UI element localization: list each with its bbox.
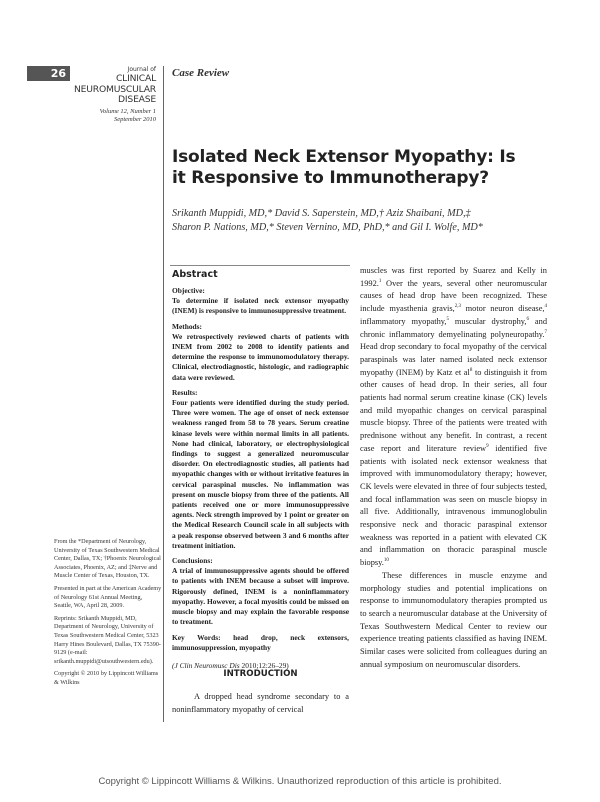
copyright-note: Copyright © 2010 by Lippincott Williams & Wilkins (54, 670, 159, 686)
journal-name-line1: CLINICAL (115, 73, 156, 84)
text: to distinguish it from other causes of head drop. In their series, all four patients had normal serum creatine kinase (CK) levels and mild myopathic changes on cervical paraspinal muscle biopsy. Three of the patients were treated with prednisone without any benefit. In contrast, a recent case report and literature review (360, 367, 547, 453)
citation-ref: 2010;12:26–29) (239, 660, 289, 670)
methods-label: Methods: (172, 321, 202, 331)
results-label: Results: (172, 387, 198, 397)
introduction-text: A dropped head syndrome secondary to a noninflammatory myopathy of cervical (172, 692, 349, 714)
ref[interactable]: 2,3 (454, 304, 461, 310)
journal-name-line2: NEUROMUSCULAR (73, 83, 156, 95)
ref[interactable]: 8 (469, 367, 473, 373)
text: identified five patients with isolated neck extensor weakness that improved with immunomodulatory therapy; however, CK levels were elevated in three of four subjects tested, and focal inflammation was seen on muscle biopsy in all five. Additionally, intravenous immunoglobulin responsive neck and thoracic paraspinal extensor weakness was reported in a patient with elevated CK and inflammation on thoracic paraspinal muscle biopsy. (360, 443, 547, 568)
page-number: 26 (27, 66, 70, 81)
article-title: Isolated Neck Extensor Myopathy: Is it Responsive to Immunotherapy? (172, 147, 516, 188)
text: Over the years, several other neuromuscular causes of head drop have been recognized. These include myasthenia gravis, (360, 278, 547, 314)
ref[interactable]: 10 (383, 558, 389, 564)
ref[interactable]: 1 (378, 278, 382, 284)
conclusions-text: A trial of immunosuppressive agents should be offered to patients with INEM because a subset will improve. Rigorously defined, INEM is a noninflammatory myopathy. However, a focal myositis could be missed on muscle biopsy and may explain the favorable response to treatment. (172, 566, 349, 627)
author-list (172, 207, 552, 235)
authors-line: Srikanth Muppidi, MD,* David S. Saperstein, MD,† Aziz Shaibani, MD,‡ (172, 208, 471, 219)
citation-journal: (J Clin Neuromusc Dis (172, 660, 240, 670)
text: muscular dystrophy, (449, 316, 527, 326)
journal-volume: Volume 12, Number 1 (99, 107, 156, 115)
objective-text: To determine if isolated neck extensor myopathy (INEM) is responsive to immunosuppressive treatment. (172, 296, 349, 316)
ref[interactable]: 5 (446, 317, 450, 323)
text: inflammatory myopathy, (360, 316, 447, 326)
paragraph (360, 265, 547, 570)
ref[interactable]: 7 (544, 329, 547, 335)
journal-masthead (60, 66, 156, 125)
methods-text: We retrospectively reviewed charts of patients with INEM from 2002 to 2008 to identify patients and determine the response to immunomodulatory therapy. Clinical, electrodiagnostic, histologic, and radiographic data were reviewed. (172, 331, 349, 382)
journal-date: September 2010 (113, 116, 156, 123)
article-notes (54, 538, 162, 692)
ref[interactable]: 9 (486, 444, 489, 450)
introduction-heading: INTRODUCTION (223, 669, 298, 679)
authors-line: Sharon P. Nations, MD,* Steven Vernino, MD, PhD,* and Gil I. Wolfe, MD* (172, 222, 483, 233)
presented-note: Presented in part at the American Academy of Neurology 61st Annual Meeting, Seattle, WA, April 28, 2009. (54, 584, 162, 610)
keywords: Key Words: head drop, neck extensors, immunosuppression, myopathy (172, 632, 349, 652)
copyright-footer: Copyright © Lippincott Williams & Wilkins. Unauthorized reproduction of this article is prohibited. (98, 776, 502, 787)
ref[interactable]: 6 (526, 317, 530, 323)
journal-of: Journal of (127, 66, 156, 73)
abstract-box (172, 269, 349, 671)
text: motor neuron disease, (460, 304, 545, 314)
results-text: Four patients were identified during the study period. Three were women. The age of onset of neck extensor weakness ranged from 58 to 78 years. Serum creatine kinase levels were within normal limits in all patients. None had clinical, laboratory, or electrophysiological findings to suggest a generalized neuromuscular disorder. On electrodiagnostic studies, all patients had myopathic changes with or without irritative features in cervical paraspinal muscles. No inflammation was present on muscle biopsy from three of the patients. All patients received one or more immunosuppressive agents. Neck strength improved by 1 point or greater on the Medical Research Council scale in all subjects with a peak response observed between 3 and 6 months after treatment initiation. (172, 398, 349, 550)
text: and chronic inflammatory demyelinating polyneuropathy. (360, 316, 548, 339)
journal-name-line3: DISEASE (118, 94, 156, 105)
abstract-heading: Abstract (172, 269, 218, 280)
right-column-text (360, 265, 547, 672)
abstract-rule (170, 265, 350, 266)
affiliations: From the *Department of Neurology, University of Texas Southwestern Medical Center, Dallas, TX; †Phoenix Neurological Associates, Phoenix, AZ; and ‡Nerve and Muscle Center of Texas, Houston, TX. (54, 538, 161, 580)
reprints-note: Reprints: Srikanth Muppidi, MD, Department of Neurology, University of Texas Southwestern Medical Center, 5323 Harry Hines Boulevard, Dallas, TX 75390-9129 (e-mail: srikanth.muppidi@utsouthwestern.edu). (54, 614, 161, 665)
paragraph: These differences in muscle enzyme and morphology studies and potential implications on response to immunomodulatory therapies prompted us to search a neuromuscular database at the University of Texas Southwestern Medical Center to review our experience treating patients classified as having INEM. Similar cases were solicited from colleagues during an annual symposium on neuromuscular disorders. (360, 570, 547, 669)
column-divider (163, 66, 164, 722)
text: Head drop secondary to focal myopathy of the cervical paraspinals was later named isolated neck extensor myopathy (INEM) by Katz et al (360, 342, 547, 377)
text: muscles was first reported by Suarez and Kelly in 1992. (360, 266, 547, 288)
conclusions-label: Conclusions: (172, 556, 213, 566)
ref[interactable]: 4 (544, 304, 547, 310)
section-label: Case Review (172, 67, 230, 79)
objective-label: Objective: (172, 286, 205, 295)
